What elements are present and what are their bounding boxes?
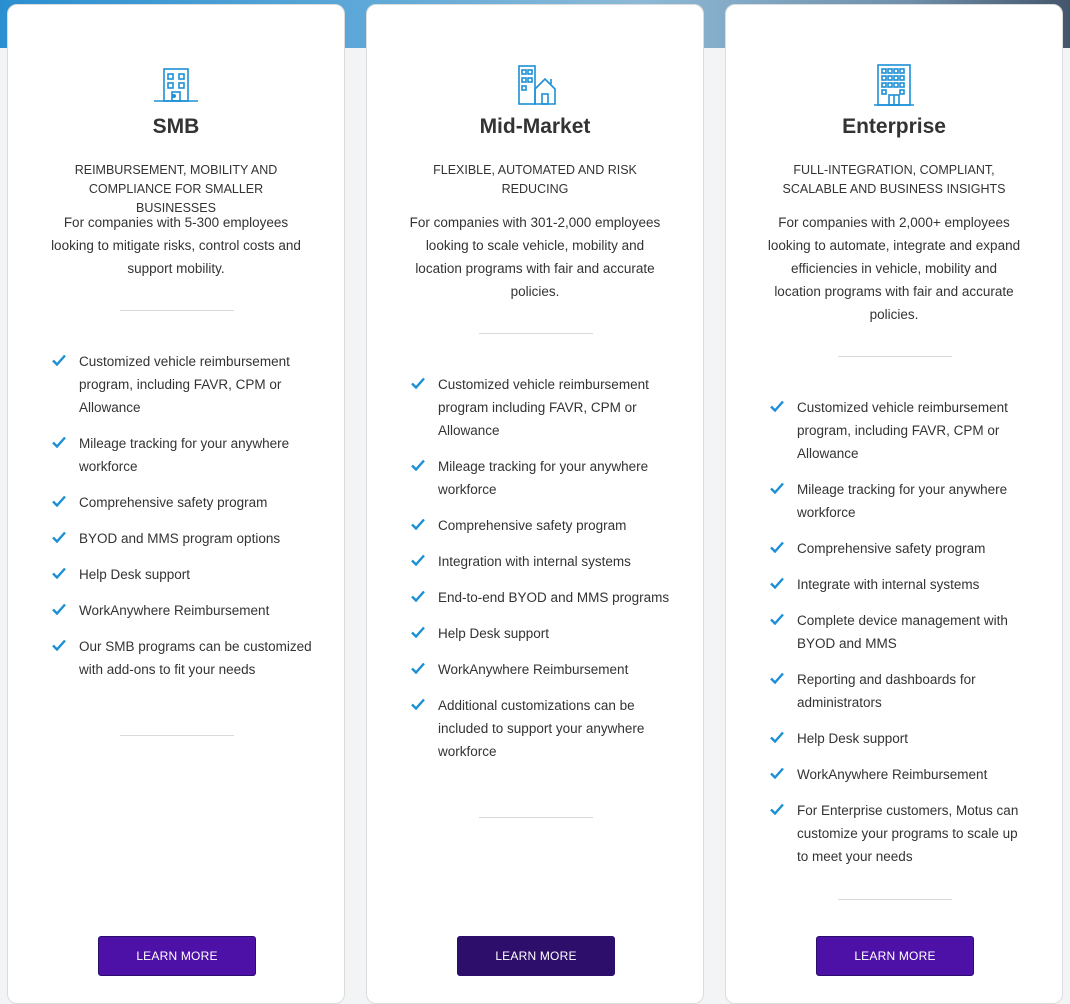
- list-item: [52, 635, 314, 681]
- learn-more-button[interactable]: LEARN MORE: [816, 936, 974, 976]
- list-item: [770, 537, 1032, 560]
- feature-list: [52, 350, 314, 694]
- list-item: [411, 373, 673, 442]
- card-subtitle: FULL-INTEGRATION, COMPLIANT, SCALABLE AND BUSINESS INSIGHTS: [782, 163, 1006, 196]
- list-item: [52, 563, 314, 586]
- list-item: [52, 527, 314, 550]
- list-item: [770, 396, 1032, 465]
- list-item: [770, 799, 1032, 868]
- feature-text: WorkAnywhere Reimbursement: [438, 662, 629, 677]
- feature-text: End-to-end BYOD and MMS programs: [438, 590, 670, 605]
- feature-text: Help Desk support: [797, 731, 909, 746]
- checkmark-icon: [411, 518, 425, 530]
- checkmark-icon: [411, 554, 425, 566]
- feature-text: Comprehensive safety program: [797, 541, 986, 556]
- small-building-icon: [8, 63, 344, 111]
- feature-text: WorkAnywhere Reimbursement: [797, 767, 988, 782]
- learn-more-button[interactable]: LEARN MORE: [457, 936, 615, 976]
- feature-text: Mileage tracking for your anywhere workforce: [438, 459, 649, 497]
- checkmark-icon: [770, 577, 784, 589]
- divider-top: [838, 356, 952, 357]
- checkmark-icon: [52, 567, 66, 579]
- feature-text: Customized vehicle reimbursement program, including FAVR, CPM or Allowance: [797, 400, 1008, 461]
- checkmark-icon: [411, 459, 425, 471]
- feature-text: Comprehensive safety program: [79, 495, 268, 510]
- checkmark-icon: [411, 377, 425, 389]
- divider-top: [479, 333, 593, 334]
- checkmark-icon: [770, 672, 784, 684]
- feature-text: Integrate with internal systems: [797, 577, 980, 592]
- feature-text: Our SMB programs can be customized with add-ons to fit your needs: [79, 639, 312, 677]
- checkmark-icon: [770, 803, 784, 815]
- card-subtitle: REIMBURSEMENT, MOBILITY AND COMPLIANCE FOR SMALLER BUSINESSES: [74, 163, 278, 215]
- feature-text: Help Desk support: [438, 626, 550, 641]
- list-item: [770, 668, 1032, 714]
- pricing-card-smb: [7, 4, 345, 1004]
- feature-text: Additional customizations can be included to support your anywhere workforce: [438, 698, 645, 759]
- feature-list: [411, 373, 673, 776]
- feature-text: Reporting and dashboards for administrators: [797, 672, 976, 710]
- checkmark-icon: [411, 590, 425, 602]
- feature-text: Help Desk support: [79, 567, 191, 582]
- divider-bottom: [479, 817, 593, 818]
- checkmark-icon: [52, 354, 66, 366]
- card-description: For companies with 301-2,000 employees looking to scale vehicle, mobility and location programs with fair and accurate policies.: [409, 215, 661, 299]
- checkmark-icon: [770, 613, 784, 625]
- list-item: [411, 694, 673, 763]
- list-item: [411, 658, 673, 681]
- checkmark-icon: [770, 541, 784, 553]
- list-item: [411, 586, 673, 609]
- card-title: Mid-Market: [479, 115, 591, 138]
- checkmark-icon: [411, 662, 425, 674]
- list-item: [411, 455, 673, 501]
- feature-text: Comprehensive safety program: [438, 518, 627, 533]
- list-item: [770, 478, 1032, 524]
- checkmark-icon: [52, 495, 66, 507]
- checkmark-icon: [52, 603, 66, 615]
- divider-bottom: [838, 899, 952, 900]
- office-tower-icon: [726, 63, 1062, 111]
- divider-bottom: [120, 735, 234, 736]
- feature-list: [770, 396, 1032, 881]
- checkmark-icon: [770, 731, 784, 743]
- learn-more-button[interactable]: LEARN MORE: [98, 936, 256, 976]
- card-description: For companies with 5-300 employees looking to mitigate risks, control costs and support mobility.: [51, 215, 301, 276]
- checkmark-icon: [770, 482, 784, 494]
- checkmark-icon: [52, 436, 66, 448]
- feature-text: Mileage tracking for your anywhere workforce: [79, 436, 290, 474]
- card-subtitle: FLEXIBLE, AUTOMATED AND RISK REDUCING: [433, 163, 637, 196]
- list-item: [52, 432, 314, 478]
- list-item: [770, 609, 1032, 655]
- checkmark-icon: [411, 626, 425, 638]
- checkmark-icon: [52, 639, 66, 651]
- feature-text: Customized vehicle reimbursement program including FAVR, CPM or Allowance: [438, 377, 649, 438]
- list-item: [770, 763, 1032, 786]
- list-item: [52, 350, 314, 419]
- feature-text: Integration with internal systems: [438, 554, 631, 569]
- list-item: [52, 491, 314, 514]
- feature-text: BYOD and MMS program options: [79, 531, 281, 546]
- checkmark-icon: [770, 767, 784, 779]
- checkmark-icon: [411, 698, 425, 710]
- buildings-house-icon: [367, 63, 703, 111]
- divider-top: [120, 310, 234, 311]
- card-title: SMB: [152, 115, 200, 138]
- feature-text: For Enterprise customers, Motus can customize your programs to scale up to meet your needs: [797, 803, 1019, 864]
- list-item: [770, 727, 1032, 750]
- list-item: [411, 622, 673, 645]
- feature-text: WorkAnywhere Reimbursement: [79, 603, 270, 618]
- list-item: [411, 550, 673, 573]
- feature-text: Complete device management with BYOD and MMS: [797, 613, 1008, 651]
- card-description: For companies with 2,000+ employees looking to automate, integrate and expand efficiencies in vehicle, mobility and location programs with fair and accurate policies.: [767, 215, 1021, 322]
- checkmark-icon: [52, 531, 66, 543]
- pricing-card-enterprise: [725, 4, 1063, 1004]
- list-item: [770, 573, 1032, 596]
- list-item: [411, 514, 673, 537]
- card-title: Enterprise: [842, 115, 946, 138]
- list-item: [52, 599, 314, 622]
- checkmark-icon: [770, 400, 784, 412]
- feature-text: Mileage tracking for your anywhere workforce: [797, 482, 1008, 520]
- pricing-card-mid-market: [366, 4, 704, 1004]
- feature-text: Customized vehicle reimbursement program, including FAVR, CPM or Allowance: [79, 354, 290, 415]
